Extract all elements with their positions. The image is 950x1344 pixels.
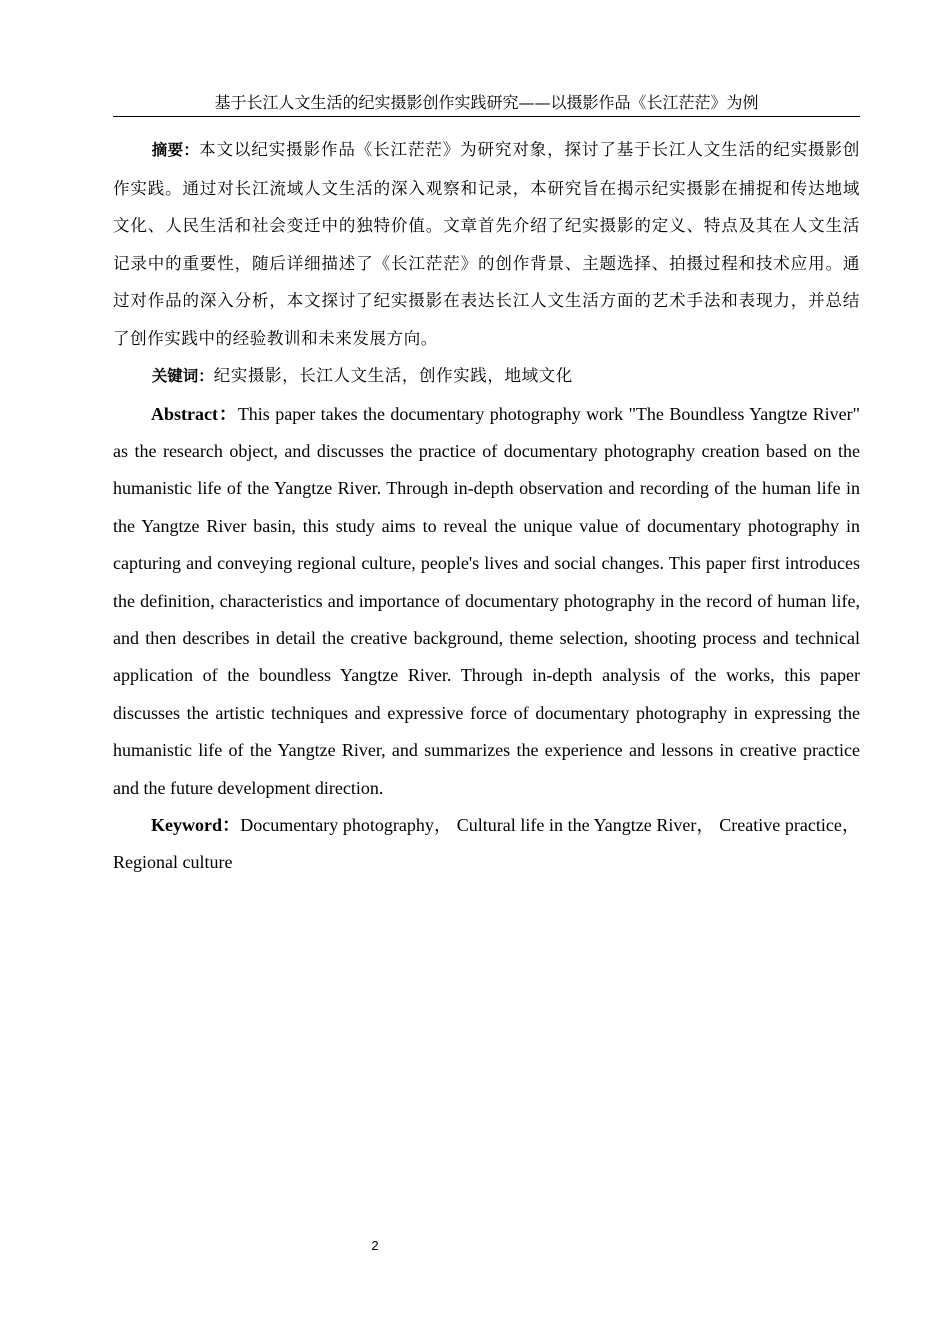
- chinese-abstract-label: 摘要：: [151, 141, 200, 159]
- chinese-abstract: [113, 131, 860, 357]
- chinese-abstract-text: 本文以纪实摄影作品《长江茫茫》为研究对象，探讨了基于长江人文生活的纪实摄影创作实践。通过对长江流域人文生活的深入观察和记录，本研究旨在揭示纪实摄影在捕捉和传达地域文化、人民生活和社会变迁中的独特价值。文章首先介绍了纪实摄影的定义、特点及其在人文生活记录中的重要性，随后详细描述了《长江茫茫》的创作背景、主题选择、拍摄过程和技术应用。通过对作品的深入分析，本文探讨了纪实摄影在表达长江人文生活方面的艺术手法和表现力，并总结了创作实践中的经验教训和未来发展方向。: [113, 140, 860, 348]
- chinese-keywords-label: 关键词：: [151, 367, 214, 385]
- english-keywords-text: Documentary photography， Cultural life in the Yangtze River， Creative practice，Regional culture: [113, 814, 860, 873]
- running-header-title: 基于长江人文生活的纪实摄影创作实践研究——以摄影作品《长江茫茫》为例: [214, 93, 759, 112]
- abstract-section: [113, 131, 860, 882]
- chinese-keywords-text: 纪实摄影，长江人文生活，创作实践，地域文化: [213, 366, 573, 385]
- english-keywords-label: Keyword：: [151, 814, 241, 835]
- chinese-keywords: [113, 357, 860, 396]
- english-abstract-text: This paper takes the documentary photography work "The Boundless Yangtze River" as the research object, and discusses the practice of documentary photography creation based on the humanistic life of the Yangtze River. Through in-depth observation and recording of the human life in the Yangtze River basin, this study aims to reveal the unique value of documentary photography in capturing and conveying regional culture, people's lives and social changes. This paper first introduces the definition, characteristics and importance of documentary photography in the record of human life, and then describes in detail the creative background, theme selection, shooting process and technical application of the boundless Yangtze River. Through in-depth analysis of the works, this paper discusses the artistic techniques and expressive force of documentary photography in expressing the humanistic life of the Yangtze River, and summarizes the experience and lessons in creative practice and the future development direction.: [113, 403, 860, 798]
- page-number: 2: [371, 1238, 379, 1253]
- running-header: [113, 90, 860, 117]
- english-abstract-label: Abstract：: [151, 403, 238, 424]
- english-keywords: [113, 807, 860, 882]
- english-abstract: [113, 396, 860, 807]
